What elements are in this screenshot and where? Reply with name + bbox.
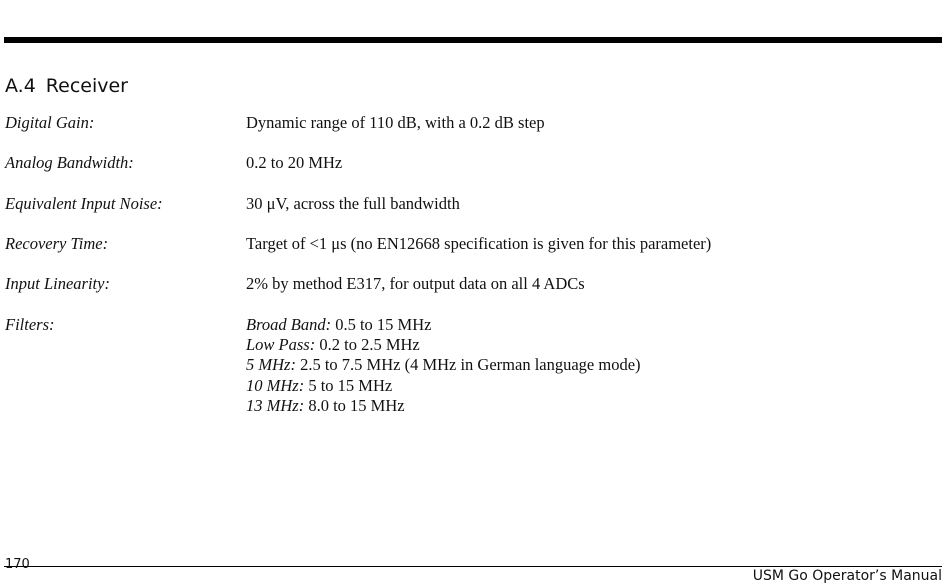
filter-name: 5 MHz: bbox=[246, 355, 296, 375]
filter-name: Low Pass: bbox=[246, 335, 316, 355]
filter-item bbox=[246, 355, 641, 375]
spec-label: Recovery Time: bbox=[5, 234, 109, 253]
manual-title: USM Go Operator’s Manual bbox=[752, 568, 942, 584]
filter-name: 10 MHz: bbox=[246, 375, 305, 395]
filter-item bbox=[246, 396, 641, 416]
header-rule bbox=[4, 37, 942, 43]
filter-name: Broad Band: bbox=[246, 315, 332, 334]
filter-item bbox=[246, 315, 641, 335]
section-title: Receiver bbox=[45, 75, 128, 97]
spec-label: Analog Bandwidth: bbox=[5, 153, 134, 172]
spec-value: Dynamic range of 110 dB, with a 0.2 dB step bbox=[246, 113, 545, 132]
page-number bbox=[5, 557, 30, 573]
filter-range: 5 to 15 MHz bbox=[304, 375, 393, 395]
spec-label: Input Linearity: bbox=[5, 274, 110, 293]
filter-item bbox=[246, 376, 641, 396]
filter-range: 2.5 to 7.5 MHz (4 MHz in German language mode) bbox=[295, 355, 641, 375]
spec-label: Digital Gain: bbox=[5, 113, 95, 132]
spec-label: Filters: bbox=[5, 315, 55, 334]
section-heading bbox=[5, 73, 128, 99]
section-number: A.4 bbox=[5, 75, 36, 97]
filter-item bbox=[246, 335, 641, 355]
filter-list bbox=[246, 315, 641, 416]
spec-value: Target of <1 μs (no EN12668 specification is given for this parameter) bbox=[246, 234, 712, 253]
spec-value: 2% by method E317, for output data on all 4 ADCs bbox=[246, 274, 585, 293]
spec-value: 30 μV, across the full bandwidth bbox=[246, 194, 460, 213]
filter-range: 0.2 to 2.5 MHz bbox=[315, 335, 420, 355]
filter-range: 0.5 to 15 MHz bbox=[331, 315, 432, 334]
spec-value: 0.2 to 20 MHz bbox=[246, 153, 343, 172]
filter-range: 8.0 to 15 MHz bbox=[304, 395, 405, 415]
filter-name: 13 MHz: bbox=[246, 395, 305, 415]
spec-label: Equivalent Input Noise: bbox=[5, 194, 163, 213]
page-number-text: 170 bbox=[5, 557, 30, 572]
